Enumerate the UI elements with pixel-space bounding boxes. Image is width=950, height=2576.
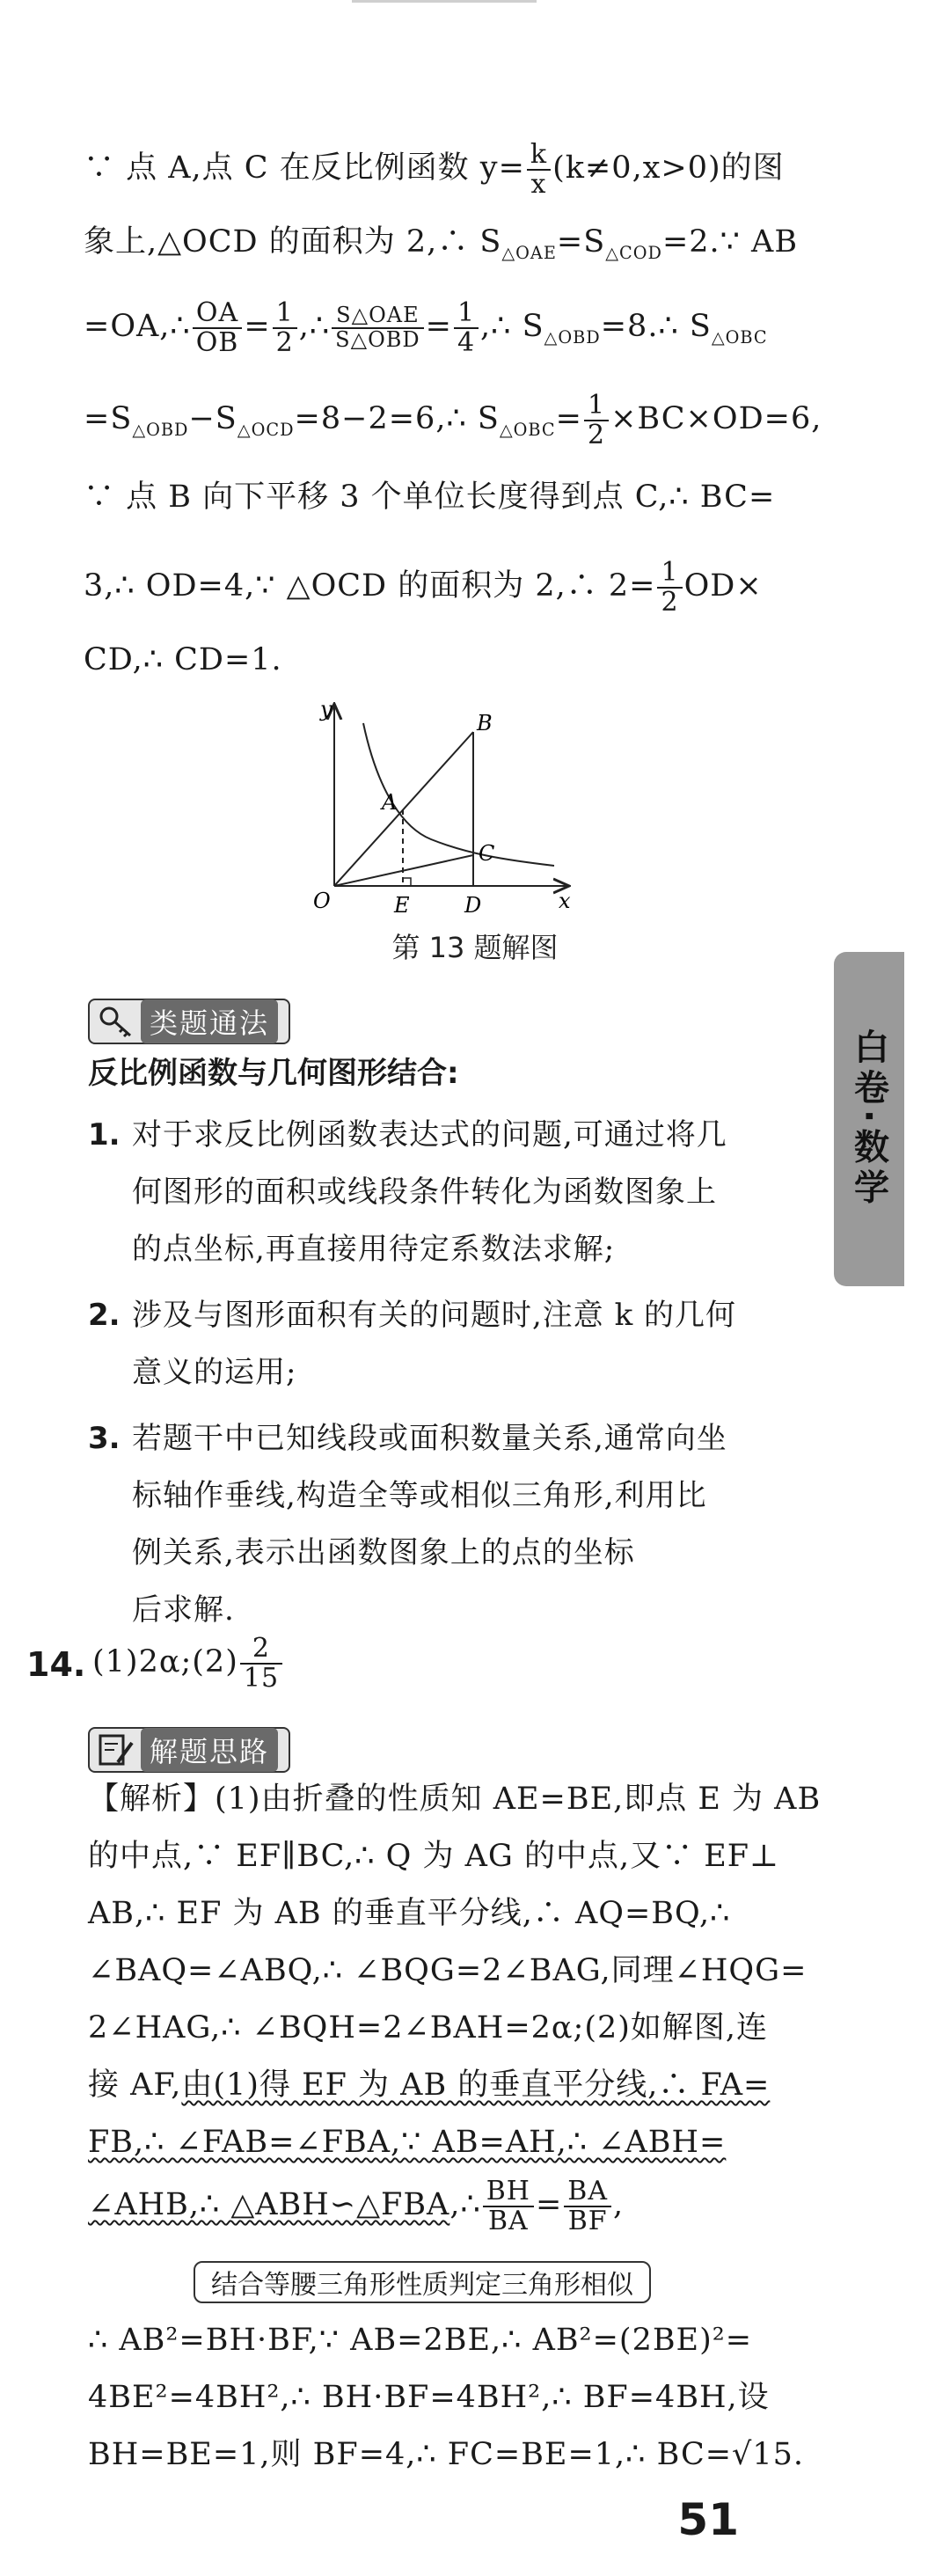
- thinking-line-10: 4BE²=4BH²,∴ BH·BF=4BH²,∴ BF=4BH,设: [88, 2380, 770, 2415]
- text-segment: (1)2α;(2): [92, 1644, 238, 1680]
- denominator: 4: [457, 326, 476, 358]
- fraction: [273, 299, 297, 356]
- notepad-pencil-icon: [97, 1732, 135, 1767]
- highlighted-text: ∠AHB,∴ △ABH∽△FBA: [88, 2187, 450, 2222]
- text-segment: =: [244, 309, 271, 344]
- method-item-line: 意义的运用;: [132, 1355, 297, 1390]
- solution-line-5: [84, 475, 844, 519]
- thinking-line-6: [88, 2063, 844, 2107]
- denominator: BF: [567, 2205, 608, 2236]
- text-segment: 接 AF,: [88, 2067, 182, 2103]
- denominator: 2: [275, 326, 294, 358]
- text-segment: ,∴: [449, 2187, 481, 2222]
- label-d: D: [464, 893, 482, 917]
- annotation-box: [194, 2261, 651, 2303]
- subscript: △OAE: [501, 243, 557, 263]
- text-segment: ∵ 点 A,点 C 在反比例函数 y=: [84, 150, 525, 186]
- method-item-line: 何图形的面积或线段条件转化为函数图象上: [132, 1175, 717, 1210]
- methods-heading: 反比例函数与几何图形结合:: [88, 1056, 459, 1091]
- text-segment: =2.∵ AB: [661, 224, 799, 260]
- method-item-number: 3.: [88, 1421, 121, 1456]
- denominator: S△OBD: [335, 326, 420, 352]
- label-x: x: [559, 889, 571, 913]
- method-item-number: 1.: [88, 1117, 121, 1153]
- text-segment: =: [425, 309, 452, 344]
- question-number: 14.: [26, 1645, 86, 1684]
- solution-line-1: [84, 141, 844, 198]
- text-segment: 象上,△OCD 的面积为 2,∴ S: [84, 224, 502, 260]
- highlighted-text: FB,∴ ∠FAB=∠FBA,∵ AB=AH,∴ ∠ABH=: [88, 2125, 727, 2160]
- subscript: △OBC: [499, 420, 556, 440]
- thinking-tag-label: 解题思路: [141, 1728, 278, 1772]
- numerator: k: [527, 141, 551, 171]
- side-tab: [834, 952, 904, 1286]
- numerator: BH: [483, 2177, 534, 2207]
- thinking-line-11: BH=BE=1,则 BF=4,∴ FC=BE=1,∴ BC=√15.: [88, 2437, 805, 2472]
- solution-line-4: [84, 392, 844, 452]
- subscript: △OBD: [132, 420, 189, 440]
- denominator: 2: [587, 419, 606, 450]
- numerator: 1: [454, 299, 479, 329]
- denominator: 15: [243, 1662, 280, 1694]
- subscript: △OBC: [711, 327, 768, 348]
- fraction: [240, 1635, 282, 1692]
- thinking-line-8: [88, 2177, 844, 2235]
- label-y: y: [320, 697, 332, 721]
- thinking-line-7: [88, 2120, 844, 2164]
- highlighted-text: 由(1)得 EF 为 AB 的垂直平分线,∴ FA=: [181, 2067, 771, 2103]
- fraction: [527, 141, 551, 198]
- thinking-line-3: AB,∴ EF 为 AB 的垂直平分线,∴ AQ=BQ,∴: [88, 1896, 731, 1931]
- numerator: 1: [584, 392, 609, 421]
- label-c: C: [479, 841, 495, 866]
- fraction: [193, 299, 243, 356]
- numerator: 2: [240, 1635, 282, 1665]
- solution-line-3: [84, 299, 844, 360]
- answer-line: [92, 1635, 844, 1692]
- method-item-number: 2.: [88, 1298, 121, 1333]
- solution-figure: [290, 697, 581, 917]
- fraction: [657, 559, 682, 616]
- thinking-line-5: 2∠HAG,∴ ∠BQH=2∠BAH=2α;(2)如解图,连: [88, 2010, 769, 2045]
- numerator: S△OAE: [332, 304, 423, 328]
- text-segment: ,: [613, 2187, 625, 2222]
- thinking-tag: [88, 1727, 290, 1773]
- text-segment: ∵ 点 B 向下平移 3 个单位长度得到点 C,∴ BC=: [84, 479, 776, 515]
- thinking-line-9: ∴ AB²=BH·BF,∵ AB=2BE,∴ AB²=(2BE)²=: [88, 2323, 753, 2358]
- denominator: OB: [195, 326, 239, 358]
- numerator: 1: [273, 299, 297, 329]
- solution-line-7: [84, 638, 844, 682]
- numerator: OA: [193, 299, 243, 329]
- text-segment: =: [555, 401, 582, 436]
- solution-line-2: [84, 220, 844, 275]
- method-item-line: 的点坐标,再直接用待定系数法求解;: [132, 1232, 616, 1267]
- label-o: O: [313, 889, 331, 913]
- text-segment: ×BC×OD=6,: [610, 401, 822, 436]
- text-segment: CD,∴ CD=1.: [84, 642, 282, 677]
- solution-line-6: [84, 559, 844, 616]
- text-segment: 3,∴ OD=4,∵ △OCD 的面积为 2,∴ 2=: [84, 568, 656, 604]
- method-item-line: 例关系,表示出函数图象上的点的坐标: [132, 1535, 635, 1570]
- methods-tag: [88, 999, 290, 1044]
- fraction: [483, 2177, 534, 2235]
- subscript: △OBD: [544, 327, 601, 348]
- thinking-line-4: ∠BAQ=∠ABQ,∴ ∠BQG=2∠BAG,同理∠HQG=: [88, 1953, 808, 1988]
- method-item-line: 对于求反比例函数表达式的问题,可通过将几: [132, 1117, 727, 1153]
- top-rule: [352, 0, 537, 3]
- figure-caption: 第 13 题解图: [391, 931, 559, 964]
- text-segment: =S: [556, 224, 606, 260]
- fraction: [454, 299, 479, 356]
- right-angle-mark: [403, 878, 411, 886]
- fraction: [332, 304, 423, 350]
- text-segment: OD×: [683, 568, 763, 604]
- label-a: A: [382, 790, 398, 815]
- text-segment: =S: [84, 401, 133, 436]
- denominator: BA: [487, 2205, 529, 2236]
- method-item-line: 后求解.: [132, 1592, 235, 1628]
- text-segment: =OA,∴: [84, 309, 191, 344]
- label-e: E: [394, 893, 410, 917]
- key-icon: [97, 1004, 135, 1039]
- text-segment: =: [535, 2187, 563, 2222]
- numerator: 1: [657, 559, 682, 589]
- method-item-line: 若题干中已知线段或面积数量关系,通常向坐: [132, 1421, 727, 1456]
- text-segment: =8.∴ S: [600, 309, 712, 344]
- subscript: △OCD: [237, 420, 295, 440]
- thinking-line-1: 【解析】(1)由折叠的性质知 AE=BE,即点 E 为 AB: [88, 1782, 822, 1817]
- fraction: [584, 392, 609, 449]
- label-b: B: [477, 711, 493, 735]
- text-segment: −S: [188, 401, 238, 436]
- text-segment: =8−2=6,∴ S: [294, 401, 500, 436]
- page-number: 51: [677, 2494, 739, 2545]
- denominator: 2: [661, 586, 679, 618]
- subscript: △COD: [605, 243, 662, 263]
- annotation-text: 结合等腰三角形性质判定三角形相似: [211, 2270, 633, 2301]
- text-segment: ,∴: [298, 309, 331, 344]
- text-segment: (k≠0,x>0)的图: [552, 150, 785, 186]
- denominator: x: [530, 168, 547, 200]
- method-item-line: 标轴作垂线,构造全等或相似三角形,利用比: [132, 1478, 707, 1513]
- fraction: [564, 2177, 611, 2235]
- numerator: BA: [564, 2177, 611, 2207]
- methods-tag-label: 类题通法: [141, 999, 278, 1043]
- thinking-line-2: 的中点,∵ EF∥BC,∴ Q 为 AG 的中点,又∵ EF⊥: [88, 1839, 779, 1874]
- method-item-line: 涉及与图形面积有关的问题时,注意 k 的几何: [132, 1298, 737, 1333]
- side-tab-label: 白卷·数学: [848, 1028, 889, 1210]
- text-segment: ,∴ S: [480, 309, 544, 344]
